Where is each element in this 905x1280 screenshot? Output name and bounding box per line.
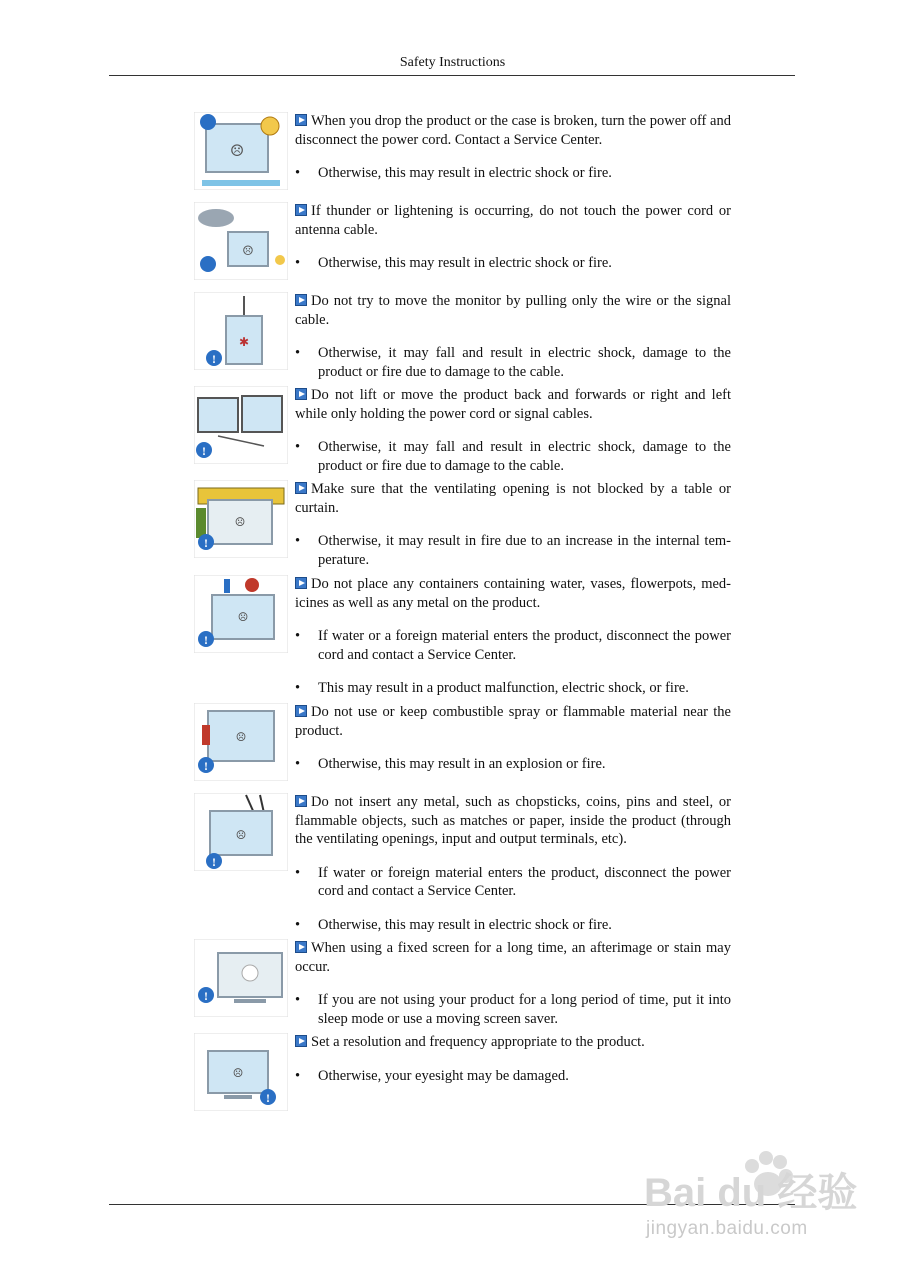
svg-text:!: ! xyxy=(212,352,216,366)
consequence-text: If water or foreign material enters the product, disconnect the power cord and contact a Service Center. xyxy=(318,864,731,899)
play-bullet-icon xyxy=(295,482,307,494)
consequence-text: Otherwise, it may fall and result in electric shock, damage to the product or fire due to damage to the cable. xyxy=(318,439,731,474)
consequence-text: This may result in a product malfunction, electric shock, or fire. xyxy=(318,680,689,696)
ventilation-blocked-illustration xyxy=(194,480,288,558)
consequence-text: Otherwise, this may result in electric shock or fire. xyxy=(318,165,612,181)
svg-text:☹: ☹ xyxy=(242,243,254,258)
bullet-dot-icon: • xyxy=(295,345,301,361)
pulling-cable-illustration xyxy=(194,292,288,370)
bullet-dot-icon: • xyxy=(295,916,301,933)
consequence-text: Otherwise, this may result in electric shock or fire. xyxy=(318,255,612,271)
svg-text:☹: ☹ xyxy=(234,515,246,529)
instruction-text: When using a fixed screen for a long time, an afterimage or stain may occur. xyxy=(295,940,731,975)
instruction-text: Do not insert any metal, such as chopsticks, coins, pins and steel, or flammable objects, such as matches or paper, inside the product (through the ventilating openings, input and output terminals, etc). xyxy=(295,794,731,847)
svg-text:☹: ☹ xyxy=(237,610,249,624)
resolution-illustration xyxy=(194,1033,288,1111)
instruction-text: Make sure that the ventilating opening is not blocked by a table or curtain. xyxy=(295,481,731,516)
watermark-url: jingyan.baidu.com xyxy=(646,1218,808,1239)
bullet-dot-icon: • xyxy=(295,439,301,455)
bullet-dot-icon: • xyxy=(295,533,301,549)
play-bullet-icon xyxy=(295,705,307,717)
consequence-text: Otherwise, your eyesight may be damaged. xyxy=(318,1067,569,1084)
lightning-illustration xyxy=(194,202,288,280)
svg-text:!: ! xyxy=(266,1091,270,1105)
header-rule xyxy=(109,75,795,76)
instruction-text: Do not place any containers containing water, vases, flowerpots, med- icines as well as any metal on the product. xyxy=(295,576,731,611)
instruction-text: When you drop the product or the case is broken, turn the power off and disconnect the power cord. Contact a Service Center. xyxy=(295,113,731,148)
play-bullet-icon xyxy=(295,114,307,126)
play-bullet-icon xyxy=(295,294,307,306)
consequence-text: Otherwise, it may fall and result in electric shock, damage to the product or fire due to damage to the cable. xyxy=(318,345,731,380)
svg-text:!: ! xyxy=(212,855,216,869)
page-header-title: Safety Instructions xyxy=(399,55,506,70)
consequence-text: If water or a foreign material enters the product, disconnect the power cord and contact a Service Center. xyxy=(318,628,731,663)
instruction-text: If thunder or lightening is occurring, do not touch the power cord or antenna cable. xyxy=(295,203,731,238)
containers-on-product-illustration xyxy=(194,575,288,653)
play-bullet-icon xyxy=(295,941,307,953)
svg-text:☹: ☹ xyxy=(229,143,245,160)
consequence-text: If you are not using your product for a long period of time, put it into sleep mode or use a moving screen saver. xyxy=(318,992,731,1027)
instruction-text: Set a resolution and frequency appropriate to the product. xyxy=(311,1034,645,1050)
svg-text:!: ! xyxy=(204,536,208,550)
bullet-dot-icon: • xyxy=(295,756,301,772)
svg-text:!: ! xyxy=(204,989,208,1003)
bullet-dot-icon: • xyxy=(295,1067,301,1084)
svg-text:✱: ✱ xyxy=(238,335,250,349)
consequence-text: Otherwise, it may result in fire due to an increase in the internal tem- perature. xyxy=(318,533,731,568)
bullet-dot-icon: • xyxy=(295,680,301,696)
bullet-dot-icon: • xyxy=(295,628,301,644)
svg-text:☹: ☹ xyxy=(235,828,247,842)
instruction-text: Do not lift or move the product back and forwards or right and left while only holding the power cord or signal cables. xyxy=(295,387,731,422)
svg-text:!: ! xyxy=(202,444,206,458)
bullet-dot-icon: • xyxy=(295,864,301,881)
bullet-dot-icon: • xyxy=(295,165,301,181)
consequence-text: Otherwise, this may result in an explosion or fire. xyxy=(318,756,606,772)
instruction-text: Do not try to move the monitor by pulling only the wire or the signal cable. xyxy=(295,293,731,328)
play-bullet-icon xyxy=(295,204,307,216)
drop-broken-illustration xyxy=(194,112,288,190)
lifting-cord-illustration xyxy=(194,386,288,464)
play-bullet-icon xyxy=(295,1035,307,1047)
bullet-dot-icon: • xyxy=(295,255,301,271)
inserting-metal-illustration xyxy=(194,793,288,871)
consequence-text: Otherwise, this may result in electric shock or fire. xyxy=(318,916,612,933)
play-bullet-icon xyxy=(295,795,307,807)
svg-text:☹: ☹ xyxy=(232,1066,244,1080)
afterimage-illustration xyxy=(194,939,288,1017)
play-bullet-icon xyxy=(295,577,307,589)
instruction-text: Do not use or keep combustible spray or flammable material near the product. xyxy=(295,704,731,739)
flammable-spray-illustration xyxy=(194,703,288,781)
svg-text:!: ! xyxy=(204,633,208,647)
svg-text:☹: ☹ xyxy=(235,730,247,744)
bullet-dot-icon: • xyxy=(295,992,301,1008)
svg-text:!: ! xyxy=(204,759,208,773)
watermark-logo-text: Bai du 经验 xyxy=(644,1171,858,1215)
play-bullet-icon xyxy=(295,388,307,400)
